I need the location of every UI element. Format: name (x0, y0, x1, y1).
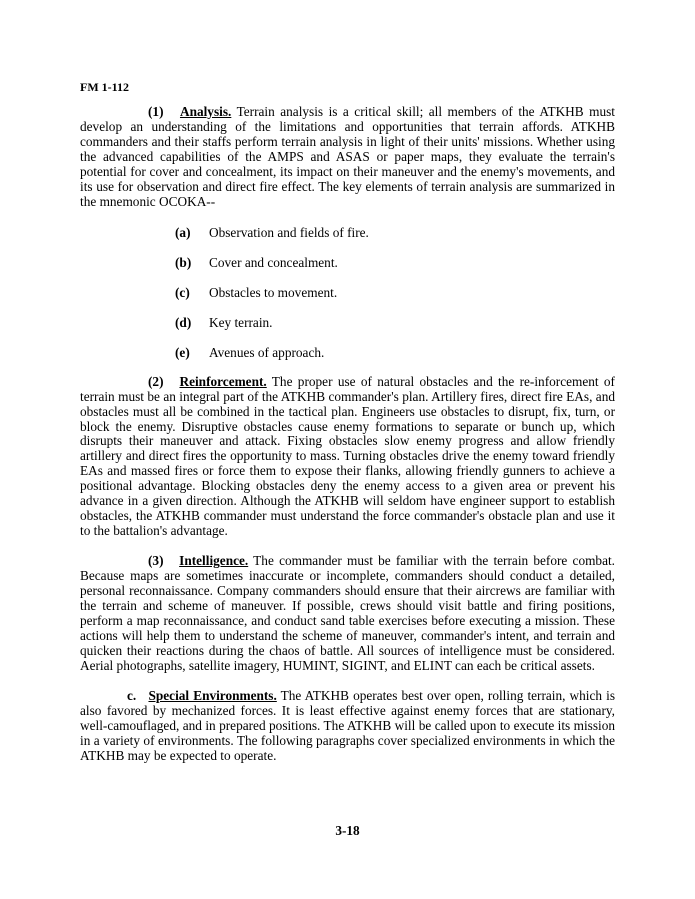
paragraph-reinforcement (80, 375, 615, 539)
paragraph-text: The proper use of natural obstacles and the re-inforcement of terrain must be an integral part of the ATKHB commander's plan. Artillery fires, direct fire EAs, and obstacles must all be combined in the tactical plan. Engineers use obstacles to disrupt, fix, turn, or block the enemy. Disruptive obstacles cause enemy formations to separate or bunch up, which disrupts their maneuver and attack. Fixing obstacles slow enemy progress and allow friendly artillery and direct fires the opportunity to mass. Turning obstacles drive the enemy toward friendly EAs and massed fires or force them to expose their flanks, allowing friendly gunners to achieve a positional advantage. Blocking obstacles deny the enemy access to a given area or prevent his advance in a given direction. Although the ATKHB will seldom have engineer support to establish obstacles, the ATKHB commander must understand the force commander's obstacle plan and use it to the battalion's advantage. (80, 373, 615, 539)
paragraph-number: (3) (148, 553, 164, 569)
list-item (175, 255, 615, 285)
paragraph-analysis (80, 105, 615, 210)
list-item-label: (e) (175, 344, 190, 360)
list-item (175, 285, 615, 315)
paragraph-number: (1) (148, 104, 164, 119)
list-item (175, 345, 615, 375)
list-item-text: Cover and concealment. (209, 254, 338, 270)
paragraph-text: Terrain analysis is a critical skill; all members of the ATKHB must develop an understanding of the limitations and opportunities that terrain affords. ATKHB commanders and their staffs perform terrain analysis in light of their units' missions. Whether using the advanced capabilities of the AMPS and ASAS or paper maps, they evaluate the terrain's potential for cover and concealment, its impact on their maneuver and the enemy's movements, and its use for observation and direct fire effect. The key elements of terrain analysis are summarized in the mnemonic OCOKA-- (80, 104, 615, 209)
paragraph-title: Analysis. (179, 104, 232, 119)
paragraph-text: The commander must be familiar with the terrain before combat. Because maps are sometimes inaccurate or incomplete, commanders should conduct a detailed, personal reconnaissance. Company commanders should ensure that their aircrews are familiar with the terrain and scheme of maneuver. If possible, crews should visit battle and firing positions, perform a map reconnaissance, and conduct sand table exercises before executing a mission. These actions will help them to understand the scheme of maneuver, commander's intent, and terrain and quicken their reactions during the chaos of battle. All sources of intelligence must be considered. Aerial photographs, satellite imagery, HUMINT, SIGINT, and ELINT can each be critical assets. (80, 553, 615, 673)
list-item-label: (b) (175, 254, 192, 270)
list-item-label: (c) (175, 284, 190, 300)
spacer (80, 210, 615, 225)
ocoka-list (80, 225, 615, 375)
list-item-text: Observation and fields of fire. (209, 224, 369, 240)
paragraph-title: Special Environments. (148, 687, 277, 703)
list-item-text: Avenues of approach. (209, 344, 325, 360)
list-item-label: (a) (175, 224, 191, 240)
paragraph-number: c. (127, 687, 137, 703)
page-number: 3-18 (335, 823, 360, 838)
list-item (175, 315, 615, 345)
paragraph-title: Intelligence. (179, 553, 249, 569)
paragraph-intelligence (80, 554, 615, 674)
body-text (80, 105, 615, 764)
paragraph-title: Reinforcement. (179, 373, 267, 389)
list-item-label: (d) (175, 314, 192, 330)
manual-id-header: FM 1-112 (80, 80, 129, 94)
list-item-text: Key terrain. (209, 314, 273, 330)
paragraph-special-environments (80, 689, 615, 764)
paragraph-text: The ATKHB operates best over open, rolling terrain, which is also favored by mechanized forces. It is least effective against enemy forces that are stationary, well-camouflaged, and in prepared positions. The ATKHB will be called upon to execute its mission in a variety of environments. The following paragraphs cover specialized environments in which the ATKHB may be expected to operate. (80, 687, 615, 763)
spacer (80, 674, 615, 689)
list-item-text: Obstacles to movement. (209, 284, 338, 300)
list-item (175, 225, 615, 255)
spacer (80, 539, 615, 554)
paragraph-number: (2) (148, 373, 164, 389)
